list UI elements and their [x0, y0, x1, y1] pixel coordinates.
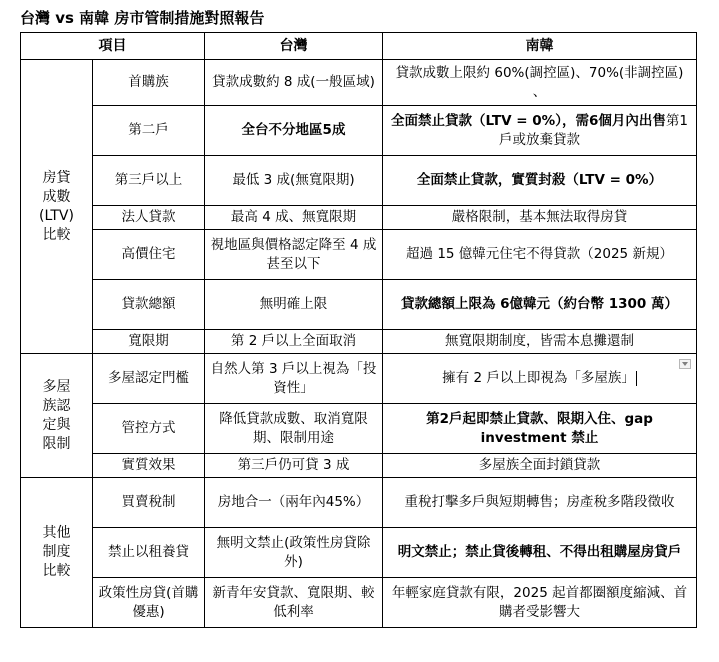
korea-cell-rest: 第1戶或放棄貸款 [499, 112, 688, 148]
header-taiwan: 台灣 [205, 33, 383, 60]
korea-cell-bold: 全面禁止貸款（LTV = 0%），需6個月內出售 [391, 112, 666, 129]
korea-cell: 明文禁止；禁止貸後轉租、不得出租購屋房貸戶 [383, 528, 697, 578]
korea-cell: 多屋族全面封鎖貸款 [383, 454, 697, 478]
taiwan-cell: 無明確上限 [205, 280, 383, 330]
taiwan-cell: 自然人第 3 戶以上視為「投資性」 [205, 354, 383, 404]
korea-cell: 超過 15 億韓元住宅不得貸款（2025 新規） [383, 230, 697, 280]
taiwan-cell: 視地區與價格認定降至 4 成甚至以下 [205, 230, 383, 280]
category-ltv: 房貸 成數 (LTV) 比較 [21, 60, 93, 354]
table-row [21, 280, 697, 330]
taiwan-cell: 第 2 戶以上全面取消 [205, 330, 383, 354]
korea-cell [383, 106, 697, 156]
korea-cell-text: 擁有 2 戶以上即視為「多屋族」 [442, 370, 635, 386]
text-cursor [636, 371, 637, 386]
table-row [21, 578, 697, 628]
korea-cell: 重稅打擊多戶與短期轉售；房產稅多階段徵收 [383, 478, 697, 528]
taiwan-cell: 全台不分地區5成 [205, 106, 383, 156]
korea-cell: 全面禁止貸款，實質封殺（LTV = 0%） [383, 156, 697, 206]
item-cell: 禁止以租養貸 [93, 528, 205, 578]
table-row [21, 478, 697, 528]
item-cell: 高價住宅 [93, 230, 205, 280]
comparison-table [20, 32, 697, 628]
report-title: 台灣 vs 南韓 房市管制措施對照報告 [20, 9, 265, 27]
item-cell: 買賣稅制 [93, 478, 205, 528]
table-row [21, 454, 697, 478]
taiwan-cell: 新青年安貸款、寬限期、較低利率 [205, 578, 383, 628]
header-row [21, 33, 697, 60]
table-row [21, 354, 697, 404]
taiwan-cell: 最低 3 成(無寬限期) [205, 156, 383, 206]
table-row [21, 156, 697, 206]
item-cell: 多屋認定門檻 [93, 354, 205, 404]
taiwan-cell: 第三戶仍可貸 3 成 [205, 454, 383, 478]
korea-cell: 嚴格限制，基本無法取得房貸 [383, 206, 697, 230]
item-cell: 實質效果 [93, 454, 205, 478]
korea-cell: 第2戶起即禁止貸款、限期入住、gap investment 禁止 [383, 404, 697, 454]
taiwan-cell: 降低貸款成數、取消寬限期、限制用途 [205, 404, 383, 454]
item-cell: 第二戶 [93, 106, 205, 156]
table-row [21, 230, 697, 280]
table-row [21, 206, 697, 230]
category-multi-owner: 多屋 族認 定與 限制 [21, 354, 93, 478]
table-row [21, 528, 697, 578]
korea-cell: 年輕家庭貸款有限，2025 起首都圈額度縮減、首購者受影響大 [383, 578, 697, 628]
header-korea: 南韓 [383, 33, 697, 60]
table-row [21, 106, 697, 156]
item-cell: 法人貸款 [93, 206, 205, 230]
table-row [21, 60, 697, 106]
table-row [21, 330, 697, 354]
korea-cell: 貸款總額上限為 6億韓元（約台幣 1300 萬） [383, 280, 697, 330]
dropdown-arrow-icon[interactable] [679, 359, 691, 369]
item-cell: 寬限期 [93, 330, 205, 354]
category-other: 其他 制度 比較 [21, 478, 93, 628]
item-cell: 政策性房貸(首購優惠) [93, 578, 205, 628]
item-cell: 首購族 [93, 60, 205, 106]
item-cell: 貸款總額 [93, 280, 205, 330]
korea-cell: 貸款成數上限約 60%(調控區)、70%(非調控區) 、 [383, 60, 697, 106]
item-cell: 第三戶以上 [93, 156, 205, 206]
header-item: 項目 [21, 33, 205, 60]
korea-cell: 無寬限期制度，皆需本息攤還制 [383, 330, 697, 354]
taiwan-cell: 最高 4 成、無寬限期 [205, 206, 383, 230]
item-cell: 管控方式 [93, 404, 205, 454]
table-row [21, 404, 697, 454]
korea-cell-active[interactable] [383, 354, 697, 404]
taiwan-cell: 房地合一（兩年內45%） [205, 478, 383, 528]
taiwan-cell: 貸款成數約 8 成(一般區域) [205, 60, 383, 106]
taiwan-cell: 無明文禁止(政策性房貸除外) [205, 528, 383, 578]
